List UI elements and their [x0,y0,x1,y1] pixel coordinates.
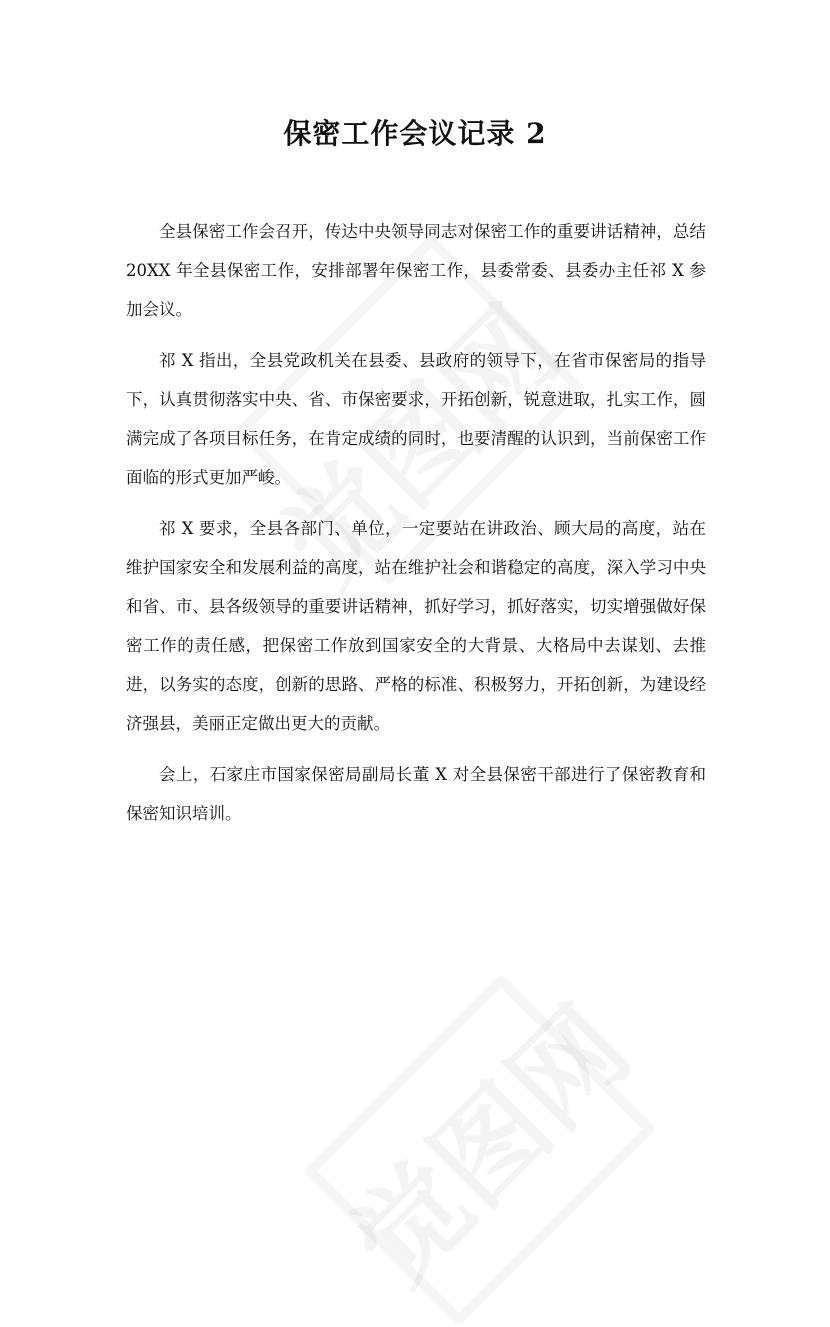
paragraph-4: 会上，石家庄市国家保密局副局长董 X 对全县保密干部进行了保密教育和保密知识培训。 [126,765,706,823]
paragraph-1: 全县保密工作会召开，传达中央领导同志对保密工作的重要讲话精神，总结 20XX 年全县保密工作，安排部署年保密工作，县委常委、县委办主任祁 X 参加会议。 [126,222,706,319]
watermark-frame [303,973,657,1327]
document-title: 保密工作会议记录 2 [283,117,547,150]
document-body [126,212,706,845]
watermark [312,966,657,1311]
paragraph-2: 祁 X 指出，全县党政机关在县委、县政府的领导下，在省市保密局的指导下，认真贯彻落实中央、省、市保密要求，开拓创新，锐意进取，扎实工作，圆满完成了各项目标任务，在肯定成绩的同时，也要清醒的认识到，当前保密工作面临的形式更加严峻。 [126,351,706,487]
paragraph-3: 祁 X 要求，全县各部门、单位，一定要站在讲政治、顾大局的高度，站在维护国家安全和发展利益的高度，站在维护社会和谐稳定的高度，深入学习中央和省、市、县各级领导的重要讲话精神，抓好学习，抓好落实，切实增强做好保密工作的责任感，把保密工作放到国家安全的大背景、大格局中去谋划、去推进，以务实的态度，创新的思路、严格的标准、积极努力，开拓创新，为建设经济强县，美丽正定做出更大的贡献。 [126,519,706,733]
